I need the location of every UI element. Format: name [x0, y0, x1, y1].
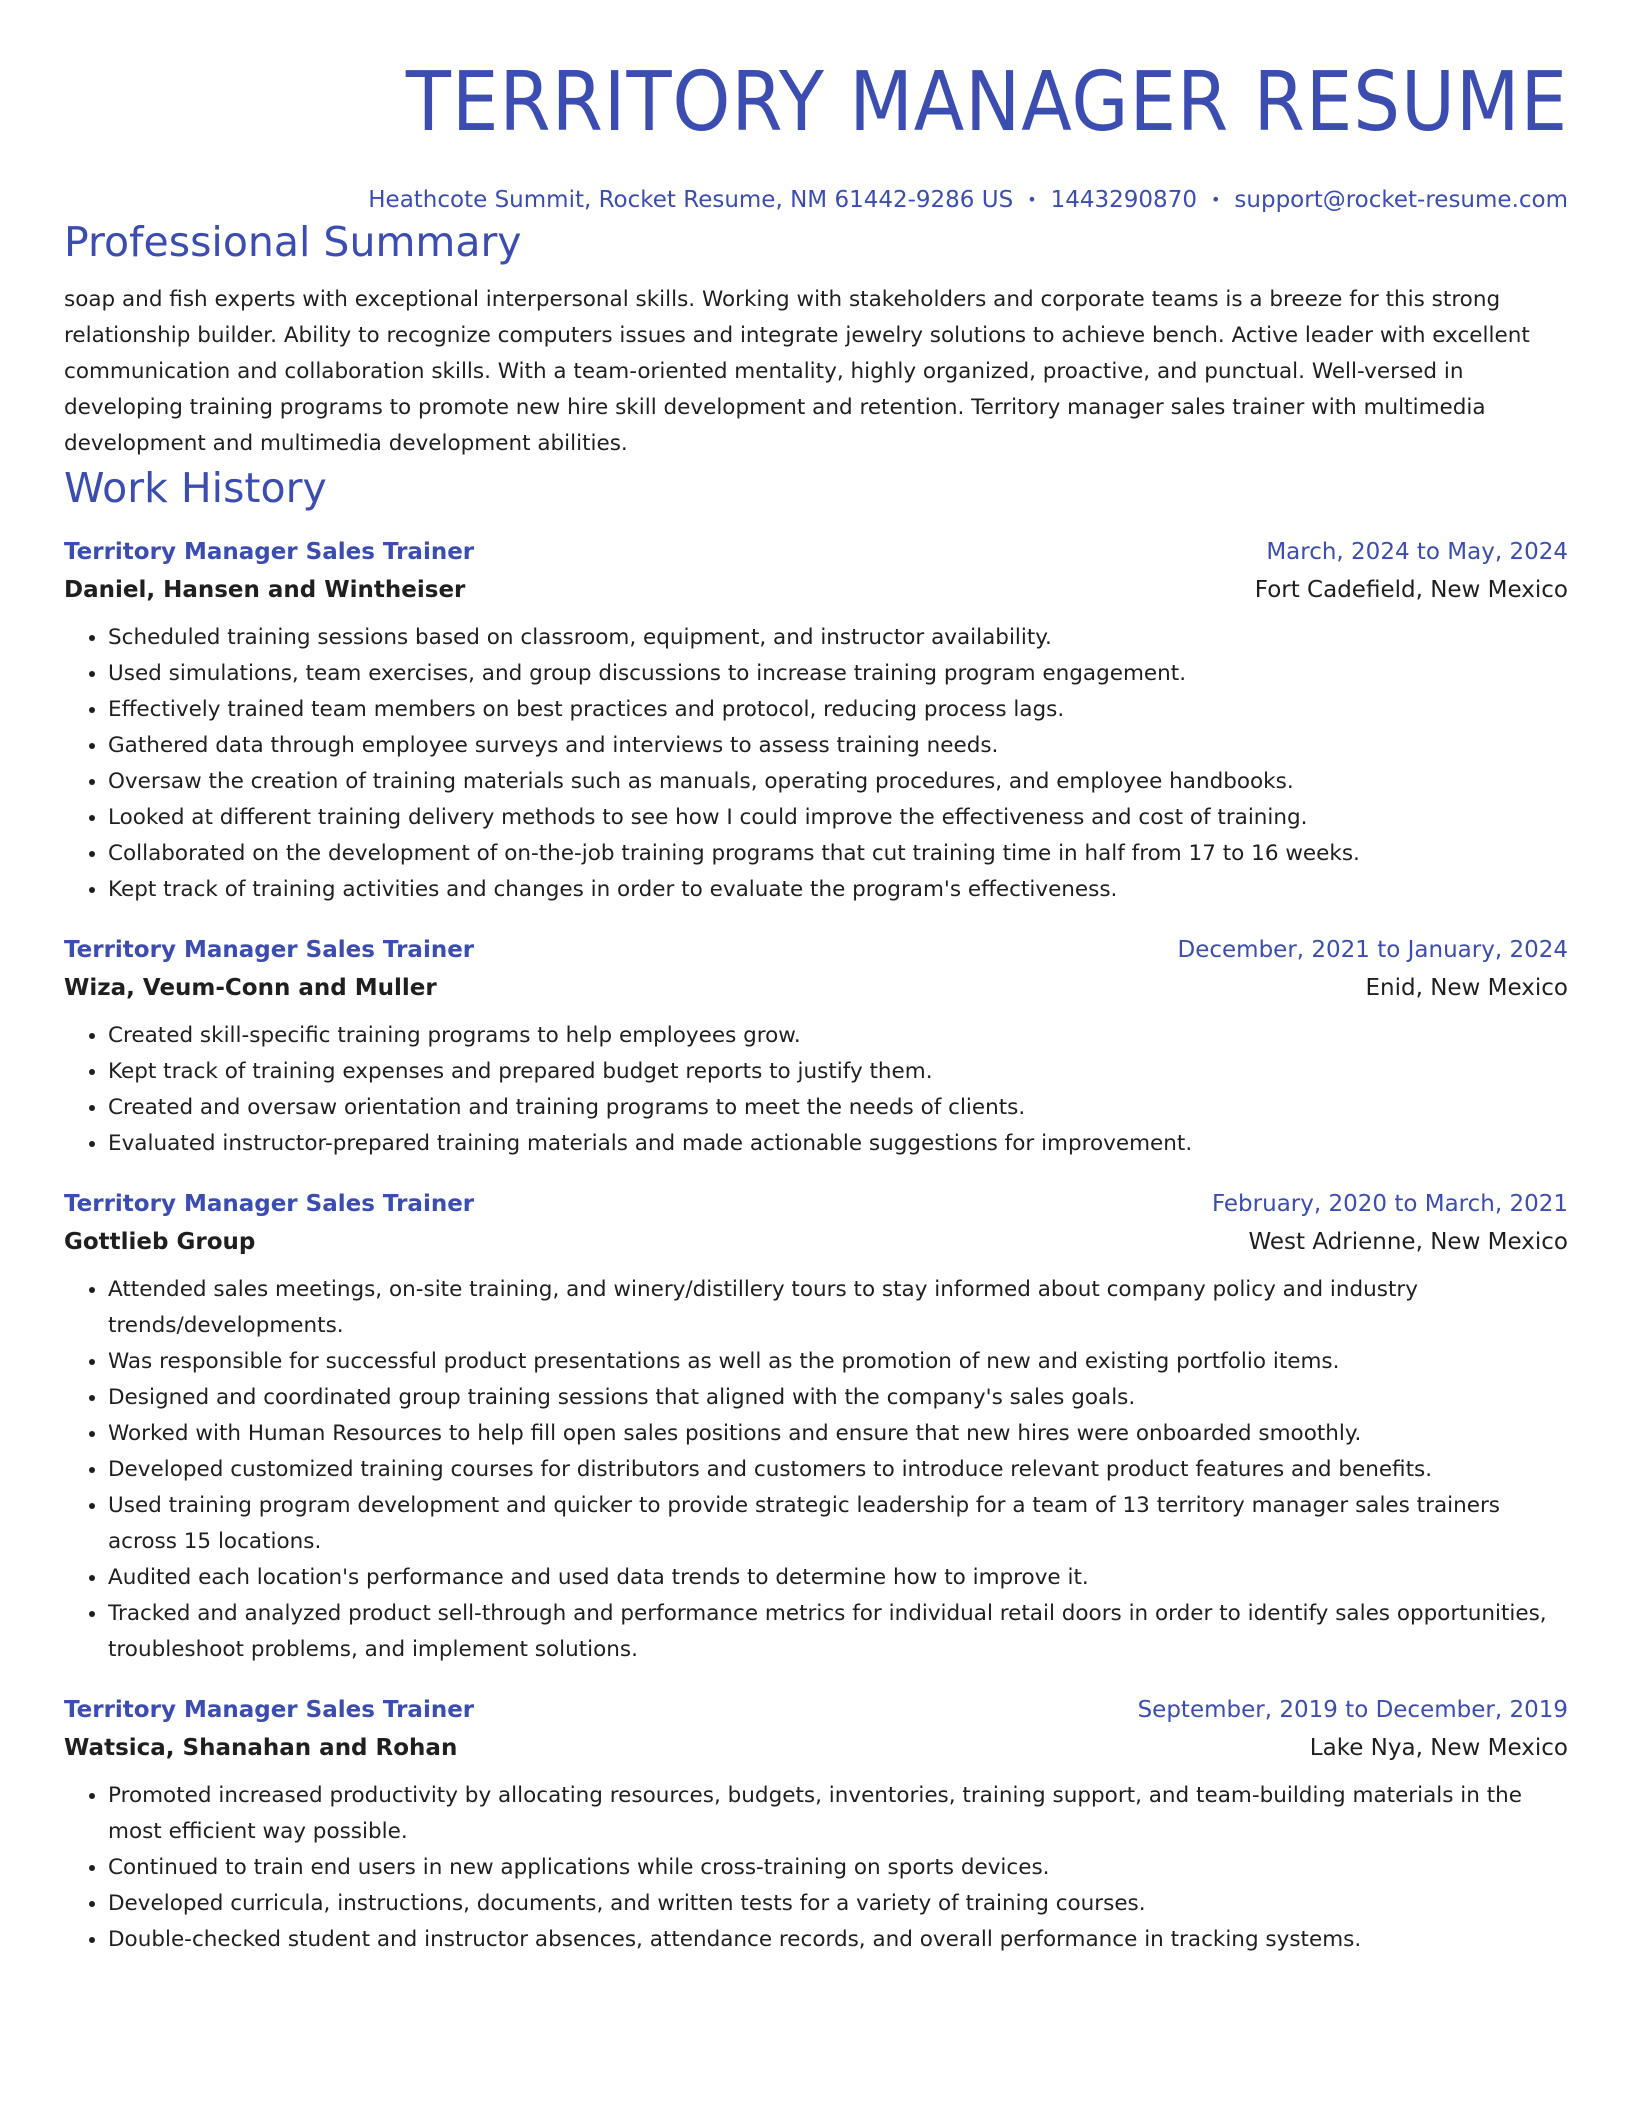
- job-bullet: • Created skill-specific training programs to help employees grow.: [108, 1018, 1568, 1054]
- summary-text: soap and fish experts with exceptional interpersonal skills. Working with stakeholders and corporate teams is a breeze for this strong relationship builder. Ability to recognize computers issues and integrate jewelry solutions to achieve bench. Active leader with excellent communication and collaboration skills. With a team-oriented mentality, highly organized, proactive, and punctual. Well-versed in developing training programs to promote new hire skill development and retention. Territory manager sales trainer with multimedia development and multimedia development abilities.: [64, 287, 1530, 456]
- job-bullets: [64, 620, 1568, 908]
- job-dates: February, 2020 to March, 2021: [1211, 1191, 1568, 1217]
- job-bullet: • Kept track of training expenses and prepared budget reports to justify them.: [108, 1054, 1568, 1090]
- work-history-list: [64, 534, 1568, 1958]
- job-company: Watsica, Shanahan and Rohan: [64, 1735, 458, 1761]
- job-title-row: [64, 932, 1568, 968]
- job-entry: [64, 932, 1568, 1162]
- work-history-heading: Work History: [64, 464, 327, 512]
- contact-phone: 1443290870: [1050, 187, 1197, 213]
- job-bullet: • Worked with Human Resources to help fill open sales positions and ensure that new hires were onboarded smoothly.: [108, 1416, 1568, 1452]
- job-bullets: [64, 1018, 1568, 1162]
- job-company-row: [64, 1728, 1568, 1768]
- job-bullet: • Gathered data through employee surveys and interviews to assess training needs.: [108, 728, 1568, 764]
- contact-line: [64, 184, 1568, 216]
- job-bullet: • Continued to train end users in new applications while cross-training on sports devices.: [108, 1850, 1568, 1886]
- job-bullet: • Kept track of training activities and changes in order to evaluate the program's effectiveness.: [108, 872, 1568, 908]
- job-bullet: • Developed curricula, instructions, documents, and written tests for a variety of training courses.: [108, 1886, 1568, 1922]
- resume-title: TERRITORY MANAGER RESUME: [405, 55, 1568, 150]
- job-bullet: • Promoted increased productivity by allocating resources, budgets, inventories, training support, and team-building materials in the most efficient way possible.: [108, 1778, 1568, 1850]
- job-company: Wiza, Veum-Conn and Muller: [64, 975, 437, 1001]
- job-title-row: [64, 1186, 1568, 1222]
- job-title: Territory Manager Sales Trainer: [64, 539, 475, 565]
- job-bullet: • Effectively trained team members on best practices and protocol, reducing process lags.: [108, 692, 1568, 728]
- job-bullet: • Evaluated instructor-prepared training materials and made actionable suggestions for improvement.: [108, 1126, 1568, 1162]
- job-location: Enid, New Mexico: [1365, 975, 1568, 1001]
- job-bullet: • Audited each location's performance and used data trends to determine how to improve it.: [108, 1560, 1568, 1596]
- job-bullet: • Created and oversaw orientation and training programs to meet the needs of clients.: [108, 1090, 1568, 1126]
- job-location: Lake Nya, New Mexico: [1309, 1735, 1568, 1761]
- job-company-row: [64, 570, 1568, 610]
- job-bullet: • Was responsible for successful product presentations as well as the promotion of new and existing portfolio items.: [108, 1344, 1568, 1380]
- job-entry: [64, 534, 1568, 908]
- job-bullet: • Attended sales meetings, on-site training, and winery/distillery tours to stay informed about company policy and industry trends/developments.: [108, 1272, 1568, 1344]
- job-bullet: • Oversaw the creation of training materials such as manuals, operating procedures, and employee handbooks.: [108, 764, 1568, 800]
- job-entry: [64, 1692, 1568, 1958]
- job-company: Daniel, Hansen and Wintheiser: [64, 577, 466, 603]
- job-bullet: • Used simulations, team exercises, and group discussions to increase training program engagement.: [108, 656, 1568, 692]
- job-location: West Adrienne, New Mexico: [1248, 1229, 1568, 1255]
- job-bullets: [64, 1778, 1568, 1958]
- job-bullets: [64, 1272, 1568, 1668]
- job-title: Territory Manager Sales Trainer: [64, 1697, 475, 1723]
- job-bullet: • Looked at different training delivery methods to see how I could improve the effectiveness and cost of training.: [108, 800, 1568, 836]
- contact-address: Heathcote Summit, Rocket Resume, NM 61442-9286 US: [368, 187, 1014, 213]
- contact-separator: •: [1210, 190, 1221, 209]
- job-bullet: • Developed customized training courses for distributors and customers to introduce relevant product features and benefits.: [108, 1452, 1568, 1488]
- job-company: Gottlieb Group: [64, 1229, 256, 1255]
- contact-separator: •: [1027, 190, 1037, 209]
- job-bullet: • Collaborated on the development of on-the-job training programs that cut training time in half from 17 to 16 weeks.: [108, 836, 1568, 872]
- job-location: Fort Cadefield, New Mexico: [1254, 577, 1568, 603]
- job-entry: [64, 1186, 1568, 1668]
- job-title: Territory Manager Sales Trainer: [64, 937, 475, 963]
- job-title: Territory Manager Sales Trainer: [64, 1191, 475, 1217]
- job-dates: March, 2024 to May, 2024: [1266, 539, 1568, 565]
- job-bullet: • Tracked and analyzed product sell-through and performance metrics for individual retail doors in order to identify sales opportunities, troubleshoot problems, and implement solutions.: [108, 1596, 1568, 1668]
- contact-email: support@rocket-resume.com: [1234, 187, 1568, 213]
- job-company-row: [64, 1222, 1568, 1262]
- resume-header: [64, 50, 1568, 216]
- job-bullet: • Scheduled training sessions based on classroom, equipment, and instructor availability.: [108, 620, 1568, 656]
- job-dates: December, 2021 to January, 2024: [1177, 937, 1568, 963]
- job-company-row: [64, 968, 1568, 1008]
- summary-heading: Professional Summary: [64, 218, 522, 266]
- job-title-row: [64, 1692, 1568, 1728]
- job-dates: September, 2019 to December, 2019: [1137, 1697, 1568, 1723]
- job-bullet: • Designed and coordinated group training sessions that aligned with the company's sales goals.: [108, 1380, 1568, 1416]
- job-title-row: [64, 534, 1568, 570]
- job-bullet: • Used training program development and quicker to provide strategic leadership for a team of 13 territory manager sales trainers across 15 locations.: [108, 1488, 1568, 1560]
- job-bullet: • Double-checked student and instructor absences, attendance records, and overall performance in tracking systems.: [108, 1922, 1568, 1958]
